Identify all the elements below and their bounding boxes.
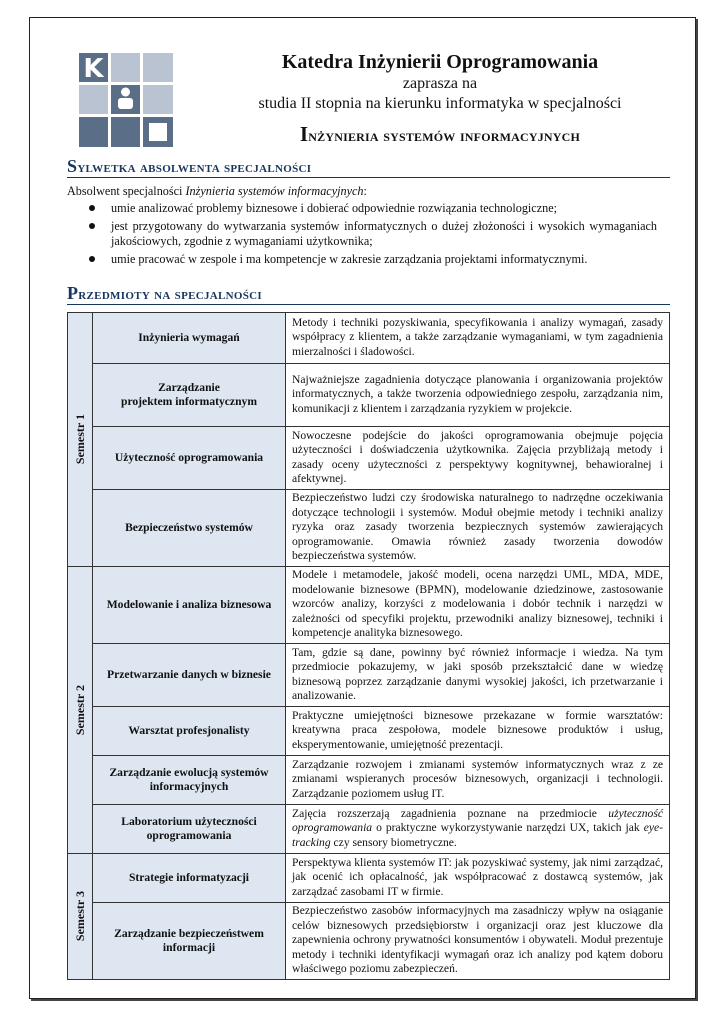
subject-description: Bezpieczeństwo ludzi czy środowiska naturalnego to nadrzędne oczekiwania dotyczące technologii i systemów. Moduł obejmie metody i techniki analizy ryzyka oraz zasady tworzenia bezpiecznych systemów zawierających oprogramowanie. Omawia również zasady tworzenia dowodów bezpieczeństwa systemów. [286,490,670,567]
specialization-title-initial: I [299,122,309,146]
subject-name: Użyteczność oprogramowania [93,427,286,490]
subject-description: Metody i techniki pozyskiwania, specyfikowania i analizy wymagań, zasady współpracy z klientem, a także zarządzanie wymaganiami, w tym zagadnienia mierzalności i śladowości. [286,313,670,364]
bullet-icon [89,205,95,211]
subject-name: Zarządzanie ewolucją systemów informacyjnych [93,756,286,805]
table-row [68,313,670,364]
subject-description: Praktyczne umiejętności biznesowe przekazane w formie warsztatów: kreatywna praca zespołowa, modele biznesowe produktów i usług, eksperymentowanie, umiejętność prezentacji. [286,707,670,756]
bullet-icon [89,223,95,229]
person-head-icon [121,88,130,97]
subject-name: Warsztat profesjonalisty [93,707,286,756]
table-row [68,707,670,756]
subject-description: Najważniejsze zagadnienia dotyczące planowania i organizowania projektów informatycznych, a także tworzenia odpowiedniego zespołu, zarządzania nim, komunikacji z klientem i zarządzania ryzykiem w projekcie. [286,364,670,427]
subject-description: Tam, gdzie są dane, powinny być również informacje i wiedza. Na tym przedmiocie pokazujemy, w jaki sposób przekształcić dane w wiedzę biznesową poprzez zarządzanie danymi wysokiej jakości, ich przetwarzanie i analizowanie. [286,644,670,707]
specialization-title [200,122,680,147]
subject-name: Strategie informatyzacji [93,854,286,903]
logo-tile [111,117,140,147]
subject-description: Zarządzanie rozwojem i zmianami systemów informatycznych wraz z ze zmianami wspieranych procesów biznesowych, organizacji i technologii. Zarządzanie poziomem usług IT. [286,756,670,805]
header-line-1: zaprasza na [402,75,478,92]
table-row [68,364,670,427]
person-body-icon [118,98,133,109]
subject-name: Zarządzanie projektem informatycznym [93,364,286,427]
logo-tile [143,85,173,114]
table-row [68,854,670,903]
department-title: Katedra Inżynierii Oprogramowania [281,51,599,73]
logo-letter: K [83,54,104,84]
subject-description: Zajęcia rozszerzają zagadnienia poznane na przedmiocie użyteczność oprogramowania o praktyczne wykorzystywanie narzędzi UX, takich jak eye-tracking czy sensory biometryczne. [286,805,670,854]
subject-name: Modelowanie i analiza biznesowa [93,567,286,644]
list-item: umie pracować w zespole i ma kompetencje w zakresie zarządzania projektami informatycznymi. [87,252,657,268]
subject-name: Inżynieria wymagań [93,313,286,364]
graduate-intro: Absolwent specjalności Inżynieria systemów informacyjnych: [67,184,367,198]
subject-name: Zarządzanie bezpieczeństwem informacji [93,903,286,980]
bullet-icon [89,256,95,262]
heading-rule [67,304,670,305]
subjects-table [67,312,670,980]
subject-description: Modele i metamodele, jakość modeli, ocena narzędzi UML, MDA, MDE, modelowanie biznesowe (BPMN), modelowanie dziedzinowe, zastosowanie wzorców analizy, korzyści z modelowania i dobór technik i narzędzi w zależności od specyfiki projektu, przewodniki analizy biznesowej, techniki i kompetencje analityka biznesowego. [286,567,670,644]
table-row [68,756,670,805]
semester-cell: Semestr 3 [68,854,93,980]
logo-tile [79,117,108,147]
table-row [68,644,670,707]
specialization-title-rest: nżynieria systemów informacyjnych [308,126,581,145]
subject-description: Perspektywa klienta systemów IT: jak pozyskiwać systemy, jak nimi zarządzać, jak ocenić ich opłacalność, jak współpracować z dostawcą systemów, jak zarządzać zasobami IT w firmie. [286,854,670,903]
logo-tile [143,53,173,82]
semester-cell: Semestr 1 [68,313,93,567]
table-row [68,903,670,980]
subjects-heading: Przedmioty na specjalności [67,283,262,303]
list-item: umie analizować problemy biznesowe i dobierać odpowiednie rozwiązania technologiczne; [87,201,657,217]
table-row [68,567,670,644]
semester-cell: Semestr 2 [68,567,93,854]
table-row [68,427,670,490]
katedra-logo [79,53,173,147]
subject-name: Bezpieczeństwo systemów [93,490,286,567]
subject-name: Przetwarzanie danych w biznesie [93,644,286,707]
logo-square-icon [149,123,167,141]
header [200,50,680,147]
heading-rule [67,177,670,178]
subject-description: Nowoczesne podejście do jakości oprogramowania obejmuje pojęcia użyteczności i doświadczenia użytkownika. Zajęcia przybliżają metody i zasady oceny użyteczności z perspektywy kognitywnej, behawioralnej i afektywnej. [286,427,670,490]
subject-name: Laboratorium użyteczności oprogramowania [93,805,286,854]
table-row [68,490,670,567]
subject-description: Bezpieczeństwo zasobów informacyjnych ma zasadniczy wpływ na osiąganie celów biznesowych przedsiębiorstw i organizacji oraz jest kluczowe dla zapewnienia ochrony prywatności konsumentów i obywateli. Moduł prezentuje metody i techniki identyfikacji wymagań oraz ich analizy pod kątem doboru właściwego poziomu zabezpieczeń. [286,903,670,980]
table-row [68,805,670,854]
list-item: jest przygotowany do wytwarzania systemów informatycznych o dużej złożoności i wysokich wymaganiach jakościowych, zgodnie z wymaganiami użytkownika; [87,219,657,250]
logo-tile [111,53,140,82]
logo-tile [79,85,108,114]
graduate-skills-list [87,201,657,269]
header-line-2: studia II stopnia na kierunku informatyka w specjalności [258,95,622,112]
graduate-profile-heading: Sylwetka absolwenta specjalności [67,156,312,176]
